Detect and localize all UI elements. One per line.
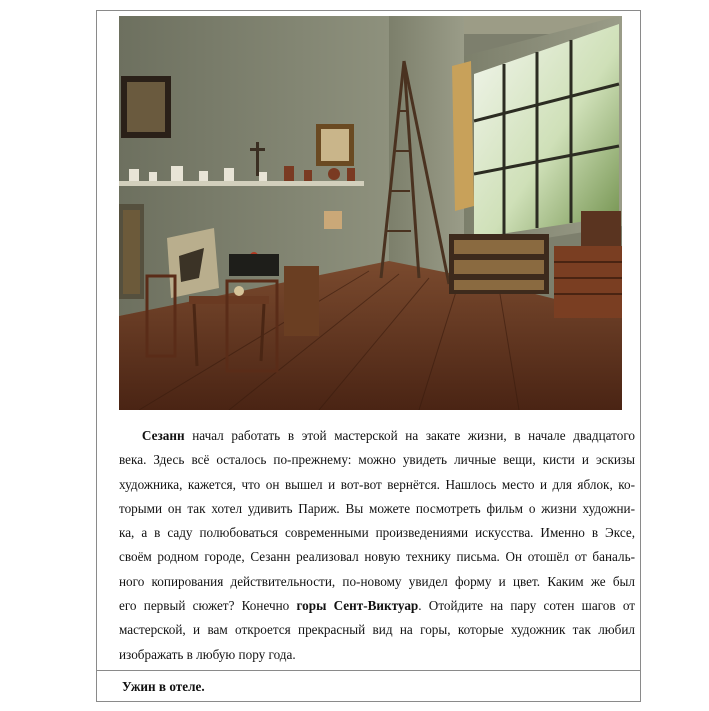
- paragraph-line: своём родном городе, Сезанн реализовал новую технику письма. Он отошёл от баналь-: [119, 549, 635, 565]
- article-paragraph: [119, 424, 635, 667]
- paragraph-line: Сезанн начал работать в этой мастерской на закате жизни, в начале двадцатого: [141, 428, 635, 443]
- paragraph-line: ка, а в саду полюбоваться современными произведениями искусства. Именно в Эксе,: [119, 525, 635, 541]
- mountain-name: горы Сент-Виктуар: [296, 598, 419, 614]
- paragraph-line: его первый сюжет? Конечно горы Сент-Виктуар. Отойдите на пару сотен шагов от: [119, 598, 635, 614]
- studio-photo: [119, 16, 622, 410]
- paragraph-line: торыми он так хотел удивить Париж. Вы можете посмотреть фильм о жизни художни-: [119, 500, 635, 516]
- paragraph-line: художника, кажется, что он вышел и вот-вот вернётся. Нашлось место и для яблок, ко-: [119, 476, 635, 492]
- paragraph-line: мастерской, и вам откроется прекрасный вид на горы, которые художник так любил: [119, 622, 635, 638]
- paragraph-line: изображать в любую пору года.: [119, 646, 296, 662]
- frame-divider: [96, 670, 641, 671]
- paragraph-line: века. Здесь всё осталось по-прежнему: можно увидеть личные вещи, кисти и эскизы: [119, 452, 635, 468]
- paragraph-line: ного копирования действительности, по-новому увидел форму и цвет. Каким же был: [119, 573, 635, 589]
- dinner-note: Ужин в отеле.: [122, 679, 205, 694]
- artist-name: Сезанн: [141, 428, 185, 443]
